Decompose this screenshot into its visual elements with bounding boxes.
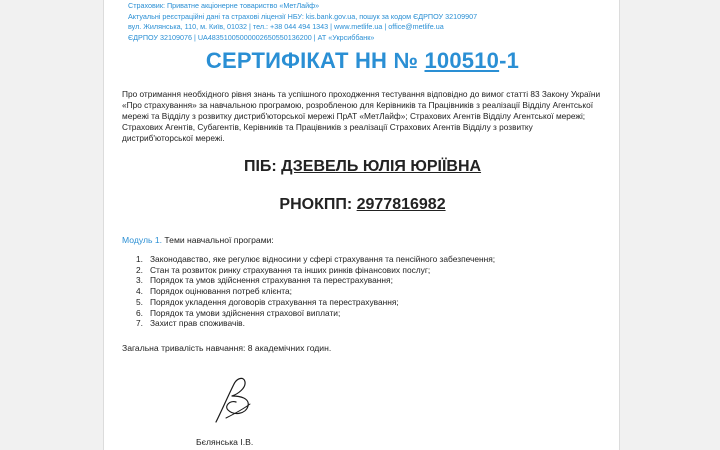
full-name: ДЗЕВЕЛЬ ЮЛІЯ ЮРІЇВНА (281, 158, 482, 175)
module-text: Теми навчальної програми: (162, 235, 274, 245)
list-item (136, 318, 495, 329)
topic-text: Захист прав споживачів. (150, 318, 245, 329)
name-label: ПІБ: (243, 158, 282, 175)
list-item (136, 308, 495, 319)
topic-text: Законодавство, яке регулює відносини у сфері страхування та пенсійного забезпечення; (150, 254, 496, 264)
topic-number: 5. (136, 296, 143, 307)
topic-number: 1. (136, 254, 143, 264)
tax-id-line (104, 196, 621, 214)
topic-number: 6. (136, 307, 143, 318)
topic-text: Порядок та умови здійснення страхової виплати; (150, 307, 341, 318)
topics-list (136, 254, 495, 329)
header-line: Страховик: Приватне акціонерне товариство «МетЛайф» (128, 1, 320, 10)
certificate-title (104, 48, 621, 74)
topic-text: Порядок укладення договорів страхування та перестрахування; (150, 296, 399, 307)
header-line: Актуальні реєстраційні дані та страхові ліцензії НБУ: kis.bank.gov.ua, пошук за кодом ЄДРПОУ 32109907 (128, 11, 478, 21)
topic-text: Стан та розвиток ринку страхування та інших ринків фінансових послуг; (150, 264, 431, 275)
topic-text: Порядок та умов здійснення страхування та перестрахування; (150, 275, 393, 286)
topic-number: 4. (136, 286, 143, 297)
intro-paragraph: Про отримання необхідного рівня знань та успішного проходження тестування відповідно до вимог статті 83 Закону України «Про страхування» за навчальною програмою, розробленою для Керівників та Працівників з реалізації Відділу Агентської мережі та Відділу з розвитку дистриб'юторської мережі ПрАТ «МетЛайф»; Страхових Агентів Відділу Агентської мережі; Страхових Агентів, Субагентів, Керівників та Працівників з реалізації Страхових Агентів Відділу з розвитку дистриб'юторської мережі. (122, 89, 601, 143)
topic-text: Порядок оцінювання потреб клієнта; (150, 286, 292, 297)
viewer-background-left (0, 0, 103, 450)
signer-name: Бєлянська І.В. (196, 437, 254, 447)
certificate-page (103, 0, 620, 450)
topic-number: 2. (136, 264, 143, 275)
list-item (136, 254, 495, 265)
module-heading (122, 235, 274, 245)
topic-number: 7. (136, 318, 143, 329)
certificate-number: 100510 (424, 48, 500, 73)
insurer-header (128, 1, 608, 43)
list-item (136, 265, 495, 276)
list-item (136, 297, 495, 308)
tax-id-label: РНОКПП: (279, 196, 357, 213)
viewer-background-right (620, 0, 720, 450)
certificate-suffix: -1 (499, 48, 520, 73)
signature-image (204, 374, 264, 430)
full-name-line (104, 158, 621, 176)
list-item (136, 286, 495, 297)
header-line: вул. Жилянська, 110, м. Київ, 01032 | тел.: +38 044 494 1343 | www.metlife.ua | office@metlife.ua (128, 22, 444, 31)
training-duration: Загальна тривалість навчання: 8 академічних годин. (122, 343, 332, 353)
tax-id: 2977816982 (356, 196, 446, 213)
list-item (136, 275, 495, 286)
module-label: Модуль 1. (122, 235, 163, 245)
certificate-prefix: СЕРТИФІКАТ НН № (205, 48, 425, 73)
header-line: ЄДРПОУ 32109076 | UA48351005000002650550136200 | АТ «Укрсиббанк» (128, 32, 375, 42)
topic-number: 3. (136, 275, 143, 286)
